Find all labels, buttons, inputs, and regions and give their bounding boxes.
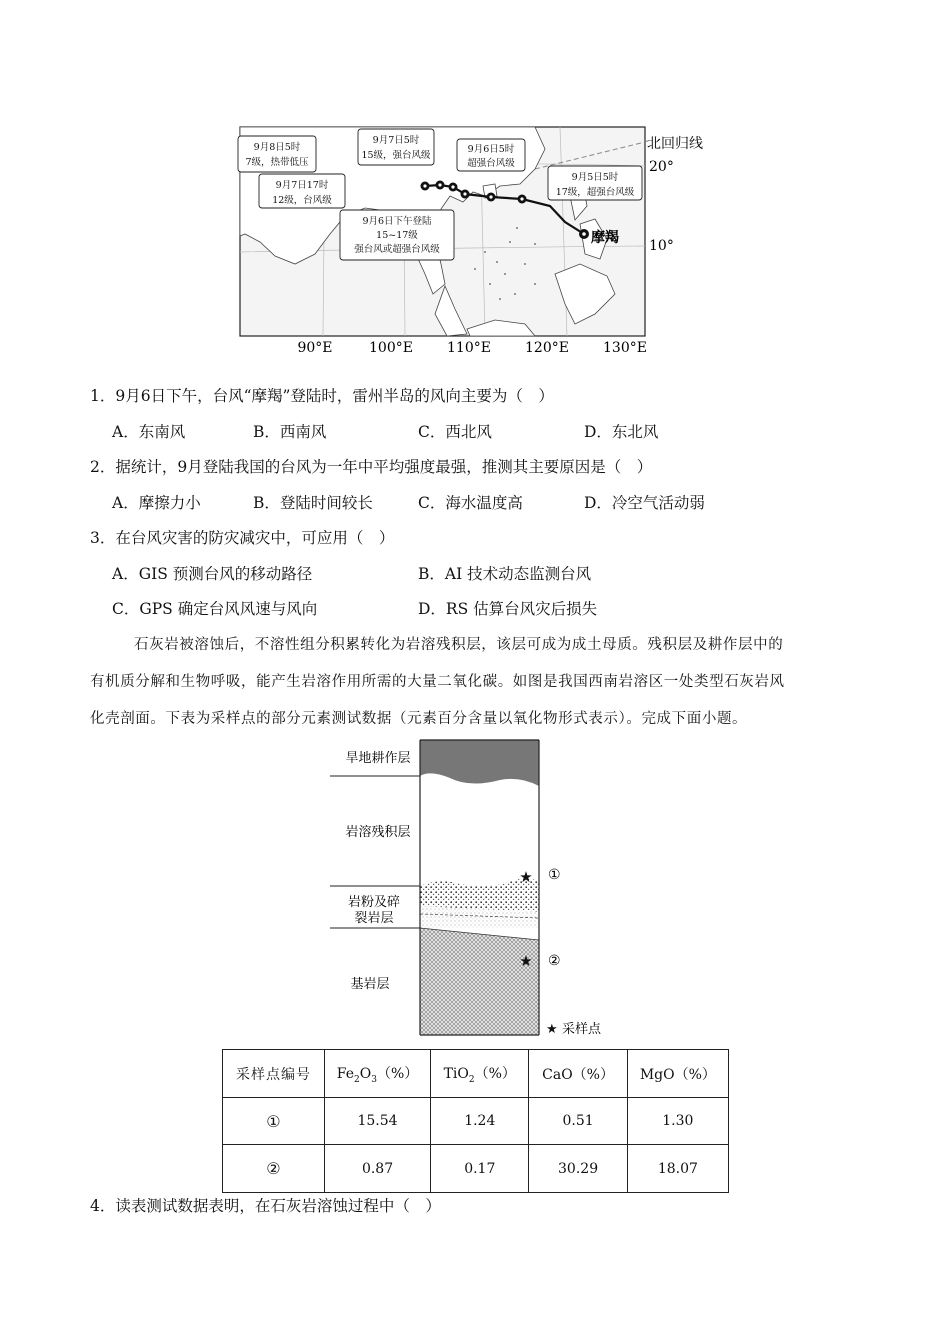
header-sample-id: 采样点编号 (223, 1050, 325, 1098)
question-2-option-b[interactable]: B．登陆时间较长 (253, 494, 373, 512)
header-cao: CaO（%） (529, 1050, 627, 1098)
header-fe2o3: $Fe_2O_3(\%)$ (324, 1050, 430, 1098)
question-3-option-d[interactable]: D．RS 估算台风灾后损失 (418, 600, 598, 618)
svg-text:9月6日下午登陆: 9月6日下午登陆 (362, 216, 432, 227)
svg-text:15~17级: 15~17级 (376, 230, 418, 241)
svg-text:9月7日5时: 9月7日5时 (372, 135, 420, 146)
sample-data-table (222, 1049, 729, 1193)
header-tio2: TiO$_2$（%） (431, 1050, 529, 1098)
passage-line-1: 石灰岩被溶蚀后，不溶性组分积累转化为岩溶残积层，该层可成为成土母质。残积层及耕作层中的 (134, 637, 784, 653)
header-mgo: MgO（%） (627, 1050, 728, 1098)
question-1-stem: 1．9月6日下午，台风“摩羯”登陆时，雷州半岛的风向主要为（ ） (90, 387, 554, 405)
label-cultivated-layer: 旱地耕作层 (345, 751, 411, 766)
svg-text:超强台风级: 超强台风级 (467, 158, 515, 169)
cell-mgo: 18.07 (627, 1145, 728, 1193)
typhoon-name-label: 摩羯 (591, 230, 619, 246)
svg-text:9月5日5时: 9月5日5时 (571, 172, 619, 183)
legend-sample-point: 采样点 (562, 1022, 602, 1037)
lon-100-label: 100°E (369, 340, 413, 356)
question-2-stem: 2．据统计，9月登陆我国的台风为一年中平均强度最强，推测其主要原因是（ ） (90, 458, 653, 476)
cell-sample-id: ② (223, 1145, 325, 1193)
star-icon: ★ (519, 952, 533, 970)
question-1-option-d[interactable]: D．东北风 (584, 423, 659, 441)
table-header-row (223, 1050, 729, 1098)
question-2-option-a[interactable]: A．摩擦力小 (112, 494, 201, 512)
label-rock-powder-l1: 岩粉及碎 (347, 895, 401, 910)
question-3-option-c[interactable]: C．GPS 确定台风风速与风向 (112, 600, 318, 618)
lon-90-label: 90°E (297, 340, 333, 356)
label-bedrock-layer: 基岩层 (350, 977, 390, 992)
cell-cao: 30.29 (529, 1145, 627, 1193)
lon-110-label: 110°E (447, 340, 491, 356)
question-4-stem: 4．读表测试数据表明，在石灰岩溶蚀过程中（ ） (90, 1197, 441, 1215)
question-2-option-d[interactable]: D．冷空气活动弱 (584, 494, 705, 512)
sample-mark-1: ① (548, 867, 561, 883)
svg-text:7级，热带低压: 7级，热带低压 (245, 157, 309, 168)
label-karst-residual-layer: 岩溶残积层 (345, 825, 411, 840)
cell-mgo: 1.30 (627, 1098, 728, 1145)
star-icon: ★ (519, 868, 533, 886)
question-3-stem: 3．在台风灾害的防灾减灾中，可应用（ ） (90, 529, 395, 547)
lon-120-label: 120°E (525, 340, 569, 356)
cell-cao: 0.51 (529, 1098, 627, 1145)
sample-mark-2: ② (548, 953, 561, 969)
svg-text:15级，强台风级: 15级，强台风级 (361, 150, 431, 161)
typhoon-track-map (235, 124, 725, 360)
lat-20-label: 20° (649, 159, 674, 175)
cell-tio2: 1.24 (431, 1098, 529, 1145)
tropic-label: 北回归线 (647, 136, 703, 152)
svg-text:9月8日5时: 9月8日5时 (253, 142, 301, 153)
cell-tio2: 0.17 (431, 1145, 529, 1193)
passage-line-2: 有机质分解和生物呼吸，能产生岩溶作用所需的大量二氧化碳。如图是我国西南岩溶区一处类型石灰岩风 (90, 674, 785, 690)
weathering-profile-diagram (330, 736, 620, 1040)
svg-text:12级，台风级: 12级，台风级 (272, 195, 332, 206)
svg-text:17级，超强台风级: 17级，超强台风级 (555, 187, 635, 198)
label-rock-powder-l2: 裂岩层 (354, 911, 394, 926)
cell-sample-id: ① (223, 1098, 325, 1145)
question-1-option-c[interactable]: C．西北风 (418, 423, 492, 441)
question-2-option-c[interactable]: C．海水温度高 (418, 494, 523, 512)
table-row (223, 1145, 729, 1193)
lon-130-label: 130°E (603, 340, 647, 356)
bedrock-layer (420, 928, 539, 1035)
question-1-option-a[interactable]: A．东南风 (112, 423, 186, 441)
passage-line-3: 化壳剖面。下表为采样点的部分元素测试数据（元素百分含量以氧化物形式表示）。完成下面小题。 (90, 711, 748, 727)
svg-text:9月6日5时: 9月6日5时 (467, 144, 515, 155)
svg-text:9月7日17时: 9月7日17时 (275, 180, 329, 191)
question-1-option-b[interactable]: B．西南风 (253, 423, 327, 441)
svg-text:强台风或超强台风级: 强台风或超强台风级 (354, 244, 440, 255)
cell-fe2o3: 15.54 (324, 1098, 430, 1145)
question-3-option-a[interactable]: A．GIS 预测台风的移动路径 (112, 565, 313, 583)
question-3-option-b[interactable]: B．AI 技术动态监测台风 (418, 565, 592, 583)
star-icon: ★ (546, 1022, 558, 1037)
table-row (223, 1098, 729, 1145)
lat-10-label: 10° (649, 238, 674, 254)
cell-fe2o3: 0.87 (324, 1145, 430, 1193)
